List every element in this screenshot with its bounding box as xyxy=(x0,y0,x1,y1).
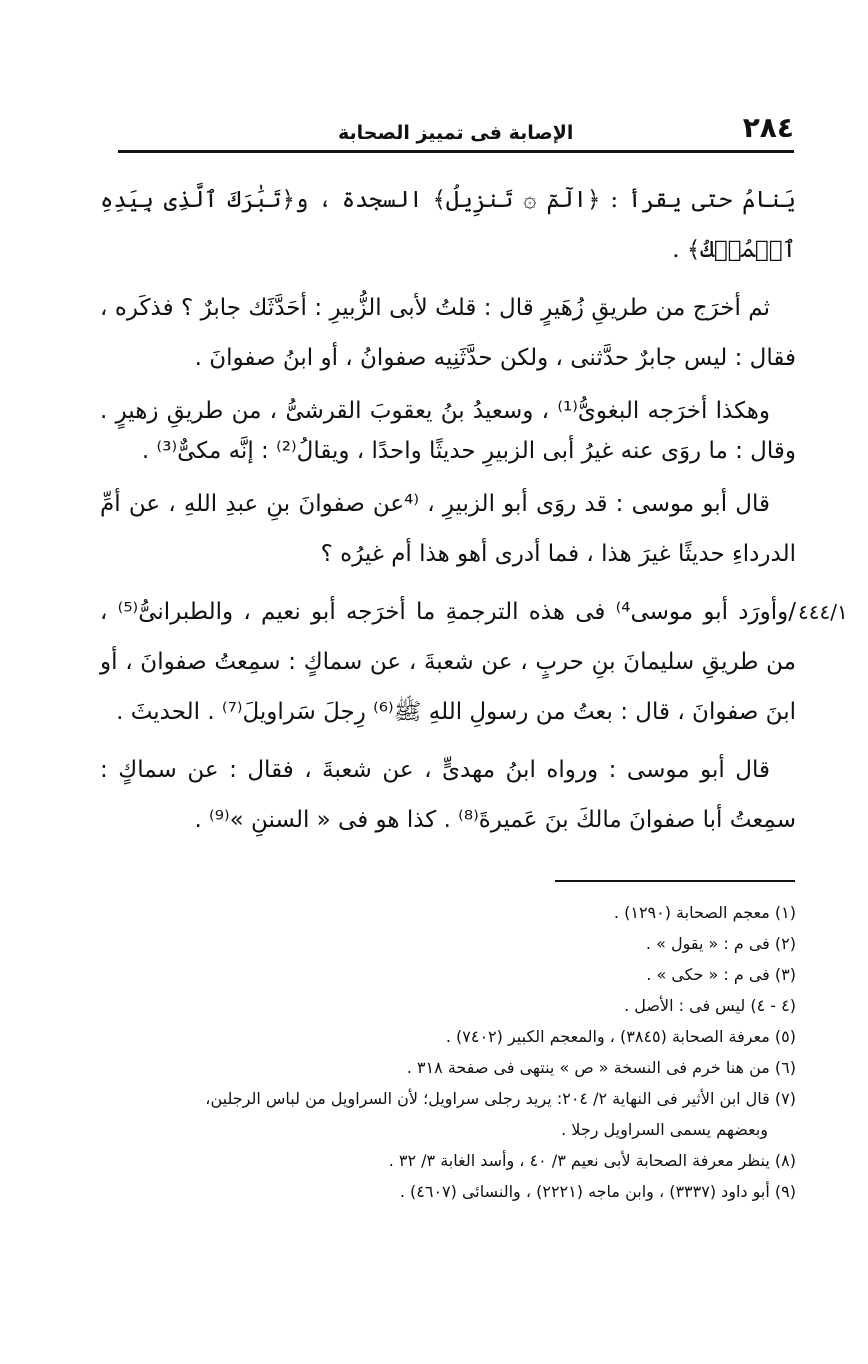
footnote: (٨) ينظر معرفة الصحابة لأبى نعيم ٣/ ٤٠ ، وأسد الغابة ٣/ ٣٢ . xyxy=(388,1151,796,1170)
footnote-continuation: وبعضهم يسمى السراويل رجلا . xyxy=(561,1120,768,1139)
paragraph: قال أبو موسى : قد روَى أبو الزبيرِ ، ⁽⁴عن صفوانَ بنِ عبدِ اللهِ ، عن أمِّ الدرداءِ حديثًا غيرَ هذا ، فما أدرى أهو هذا أم غيرُه ؟ xyxy=(100,491,796,567)
footnote: (٣) فى م : « حكى » . xyxy=(646,965,796,984)
footnote: (٤ - ٤) ليس فى : الأصل . xyxy=(624,996,796,1015)
paragraph: وهكذا أخرَجه البغوىُّ⁽¹⁾ ، وسعيدُ بنُ يعقوبَ القرشىُّ ، من طريقِ زهيرٍ . وقال : ما روَى عنه غيرُ أبى الزبيرِ حديثًا واحدًا ، ويقالُ⁽²⁾ : إنَّه مكىٌّ⁽³⁾ . xyxy=(100,398,796,464)
book-title: الإصابة فى تمييز الصحابة xyxy=(338,122,574,144)
footnote: (٧) قال ابن الأثير فى النهاية ٢/ ٢٠٤: يريد رجلى سراويل؛ لأن السراويل من لباس الرجلين، xyxy=(205,1089,796,1108)
footnote: (٦) من هنا خرم فى النسخة « ص » ينتهى فى صفحة ٣١٨ . xyxy=(406,1058,796,1077)
paragraph: يَنامُ حتى يقرأ : ﴿الٓمٓ ۞ تَنزِيلُ﴾ السجدة ، و﴿تَبَٰرَكَ ٱلَّذِى بِيَدِهِ ٱلۡمُلۡكُ﴾ . xyxy=(100,187,796,263)
footnotes xyxy=(100,897,796,1207)
main-text xyxy=(100,175,796,853)
footnote: (٥) معرفة الصحابة (٣٨٤٥) ، والمعجم الكبير (٧٤٠٢) . xyxy=(445,1027,796,1046)
footnote: (١) معجم الصحابة (١٢٩٠) . xyxy=(613,903,796,922)
paragraph: /وأورَد أبو موسى⁴⁾ فى هذه الترجمةِ ما أخرَجه أبو نعيم ، والطبرانىُّ⁽⁵⁾ ، من طريقِ سليمانَ بنِ حربٍ ، عن شعبةَ ، عن سماكٍ : سمِعتُ صفوانَ ، أو ابنَ صفوانَ ، قال : بعتُ من رسولِ اللهِ ﷺ⁽⁶⁾ رِجلَ سَراويلَ⁽⁷⁾ . الحديثَ . xyxy=(100,599,796,725)
footnote: (٩) أبو داود (٣٣٣٧) ، وابن ماجه (٢٢٢١) ، والنسائى (٤٦٠٧) . xyxy=(399,1182,796,1201)
margin-reference: ٤٤٤/١ xyxy=(798,600,848,624)
footnote-separator xyxy=(555,880,795,882)
page-header xyxy=(118,108,794,144)
header-rule xyxy=(118,150,794,153)
page-number: ٢٨٤ xyxy=(742,111,794,144)
paragraph: قال أبو موسى : ورواه ابنُ مهدىٍّ ، عن شعبةَ ، فقال : عن سماكٍ : سمِعتُ أبا صفوانَ مالكَ بنَ عَميرةَ⁽⁸⁾ . كذا هو فى « السننِ »⁽⁹⁾ . xyxy=(100,757,796,833)
paragraph: ثم أخرَج من طريقِ زُهَيرٍ قال : قلتُ لأبى الزُّبيرِ : أحَدَّثَك جابرٌ ؟ فذكَره ، فقال : ليس جابرٌ حدَّثنى ، ولكن حدَّثَنِيه صفوانُ ، أو ابنُ صفوانَ . xyxy=(100,295,796,371)
footnote: (٢) فى م : « يقول » . xyxy=(645,934,796,953)
